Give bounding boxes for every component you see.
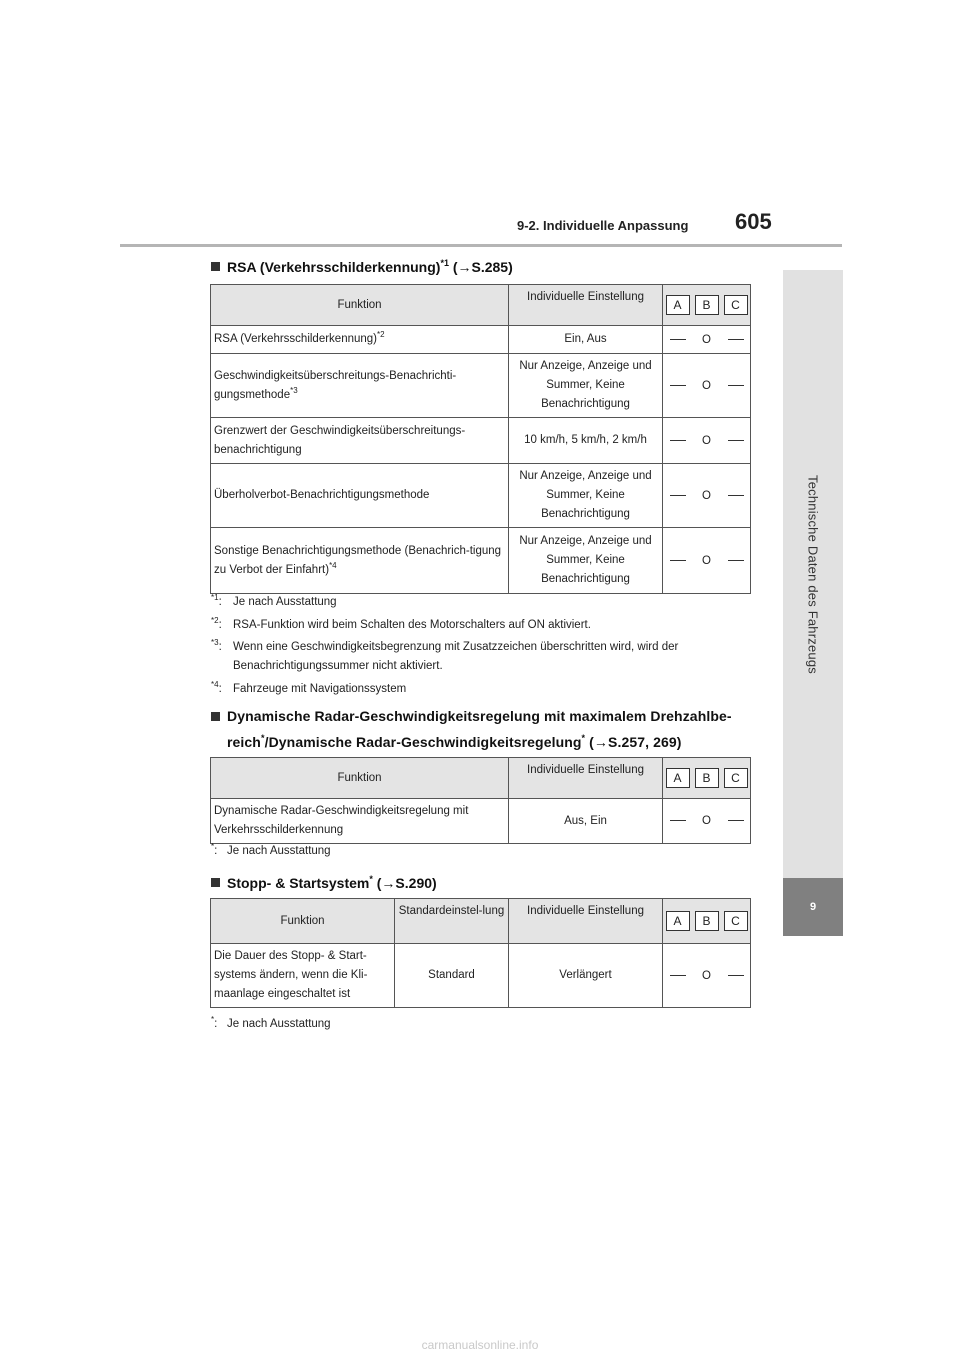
- dash-icon: [728, 820, 744, 821]
- key-a-icon: A: [666, 768, 690, 788]
- table-row: [211, 354, 751, 418]
- section-heading-stopstart: Stopp- & Startsystem* (→S.290): [211, 870, 437, 896]
- key-a-icon: A: [666, 911, 690, 931]
- square-bullet-icon: [211, 878, 220, 887]
- footnote-radar: *: Je nach Ausstattung: [211, 842, 331, 857]
- dash-icon: [670, 820, 686, 821]
- col-standard: Standardeinstel-lung: [395, 899, 509, 944]
- dash-icon: [728, 495, 744, 496]
- stopstart-settings-table: [210, 898, 751, 1008]
- square-bullet-icon: [211, 262, 220, 271]
- cell-b: O: [692, 528, 721, 594]
- col-b: [692, 899, 721, 944]
- col-a: [663, 899, 693, 944]
- watermark: carmanualsonline.info: [421, 1338, 539, 1352]
- cell-function: Geschwindigkeitsüberschreitungs-Benachrichti-gungsmethode$^{*3}$: [211, 354, 509, 418]
- footnote-2: $^{*2}$: RSA-Funktion wird beim Schalten des Motorschalters auf ON aktiviert.: [211, 616, 591, 631]
- cell-b: O: [692, 418, 721, 464]
- key-c-icon: C: [724, 768, 748, 788]
- section-heading-radar: Dynamische Radar-Geschwindigkeitsregelung mit maximalem Drehzahlbe-reich*/Dynamische Radar-Geschwindigkeitsregelung* (→S.257, 269): [211, 703, 761, 755]
- col-funktion: Funktion: [211, 899, 395, 944]
- cell-setting: 10 km/h, 5 km/h, 2 km/h: [509, 418, 663, 464]
- table-header-row: [211, 758, 751, 799]
- cell-setting: Ein, Aus: [509, 326, 663, 354]
- dash-icon: [670, 440, 686, 441]
- table-row: [211, 944, 751, 1008]
- cell-setting: Nur Anzeige, Anzeige und Summer, Keine Benachrichtigung: [509, 354, 663, 418]
- cell-b: O: [692, 799, 721, 844]
- col-individuell: Individuelle Einstellung: [509, 285, 663, 326]
- col-c: [721, 285, 751, 326]
- col-a: [663, 285, 693, 326]
- cell-c: [721, 799, 751, 844]
- cell-a: [663, 326, 693, 354]
- cell-a: [663, 354, 693, 418]
- footnote-1: $^{*1}$: Je nach Ausstattung: [211, 593, 337, 608]
- col-a: [663, 758, 693, 799]
- col-individuell: Individuelle Einstellung: [509, 758, 663, 799]
- table-row: [211, 326, 751, 354]
- col-b: [692, 285, 721, 326]
- header-rule: [120, 244, 842, 247]
- cell-a: [663, 944, 693, 1008]
- key-c-icon: C: [724, 911, 748, 931]
- cell-function: Sonstige Benachrichtigungsmethode (Benachrich-tigung zu Verbot der Einfahrt)$^{*4}$: [211, 528, 509, 594]
- dash-icon: [728, 560, 744, 561]
- cell-c: [721, 528, 751, 594]
- key-b-icon: B: [695, 295, 719, 315]
- col-c: [721, 899, 751, 944]
- dash-icon: [670, 495, 686, 496]
- cell-function: Überholverbot-Benachrichtigungsmethode: [211, 464, 509, 528]
- rsa-settings-table: [210, 284, 751, 594]
- section-title: 9-2. Individuelle Anpassung: [517, 218, 689, 233]
- cell-c: [721, 464, 751, 528]
- table-header-row: [211, 285, 751, 326]
- radar-settings-table: [210, 757, 751, 844]
- cell-b: O: [692, 354, 721, 418]
- cell-a: [663, 799, 693, 844]
- cell-setting: Nur Anzeige, Anzeige und Summer, Keine Benachrichtigung: [509, 528, 663, 594]
- section-heading-rsa: RSA (Verkehrsschilderkennung)$^{*1}$ (→S.285): [211, 254, 513, 280]
- cell-c: [721, 354, 751, 418]
- cell-function: RSA (Verkehrsschilderkennung)$^{*2}$: [211, 326, 509, 354]
- col-b: [692, 758, 721, 799]
- table-row: [211, 528, 751, 594]
- dash-icon: [670, 975, 686, 976]
- cell-function: Grenzwert der Geschwindigkeitsüberschreitungs-benachrichtigung: [211, 418, 509, 464]
- cell-c: [721, 418, 751, 464]
- cell-setting: Nur Anzeige, Anzeige und Summer, Keine Benachrichtigung: [509, 464, 663, 528]
- cell-b: O: [692, 326, 721, 354]
- footnote-3: $^{*3}$: Wenn eine Geschwindigkeitsbegrenzung mit Zusatzzeichen überschritten wird, wird der Benachrichtigungssummer nicht aktiviert.: [211, 638, 679, 672]
- key-b-icon: B: [695, 768, 719, 788]
- key-a-icon: A: [666, 295, 690, 315]
- page-number: 605: [735, 209, 772, 234]
- cell-function: Dynamische Radar-Geschwindigkeitsregelung mit Verkehrsschilderkennung: [211, 799, 509, 844]
- dash-icon: [728, 440, 744, 441]
- dash-icon: [670, 560, 686, 561]
- table-header-row: [211, 899, 751, 944]
- table-row: [211, 418, 751, 464]
- cell-b: O: [692, 464, 721, 528]
- table-row: [211, 464, 751, 528]
- chapter-tab-label: Technische Daten des Fahrzeugs: [805, 474, 821, 674]
- dash-icon: [728, 975, 744, 976]
- cell-setting: Aus, Ein: [509, 799, 663, 844]
- table-row: [211, 799, 751, 844]
- chapter-number: 9: [783, 878, 843, 936]
- dash-icon: [728, 385, 744, 386]
- footnote-stopstart: *: Je nach Ausstattung: [211, 1015, 331, 1030]
- dash-icon: [670, 339, 686, 340]
- cell-setting: Verlängert: [509, 944, 663, 1008]
- cell-a: [663, 418, 693, 464]
- key-c-icon: C: [724, 295, 748, 315]
- key-b-icon: B: [695, 911, 719, 931]
- cell-standard: Standard: [395, 944, 509, 1008]
- square-bullet-icon: [211, 712, 220, 721]
- cell-a: [663, 528, 693, 594]
- dash-icon: [728, 339, 744, 340]
- col-individuell: Individuelle Einstellung: [509, 899, 663, 944]
- cell-b: O: [692, 944, 721, 1008]
- col-funktion: Funktion: [211, 285, 509, 326]
- cell-function: Die Dauer des Stopp- & Start-systems ändern, wenn die Kli-maanlage eingeschaltet ist: [211, 944, 395, 1008]
- cell-c: [721, 944, 751, 1008]
- cell-a: [663, 464, 693, 528]
- col-c: [721, 758, 751, 799]
- col-funktion: Funktion: [211, 758, 509, 799]
- cell-c: [721, 326, 751, 354]
- dash-icon: [670, 385, 686, 386]
- footnote-4: $^{*4}$: Fahrzeuge mit Navigationssystem: [211, 680, 407, 695]
